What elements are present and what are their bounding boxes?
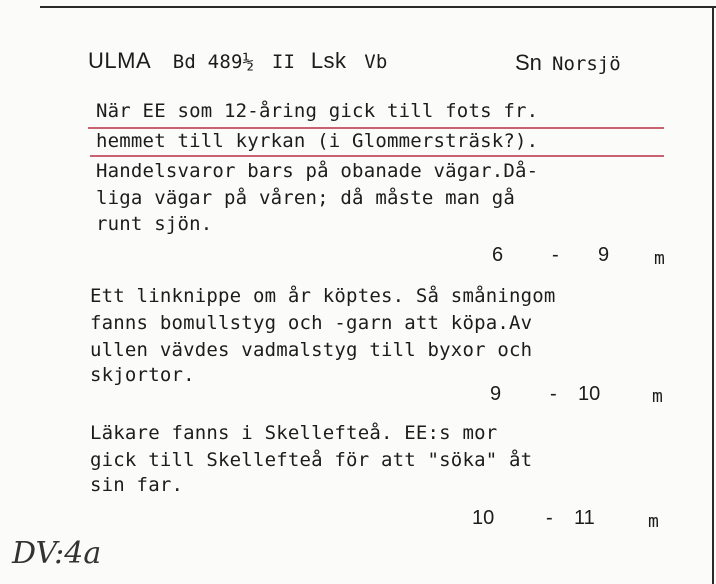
handwritten-archive-code: DV:4a bbox=[12, 536, 102, 571]
age-range-1-to: 9 bbox=[598, 244, 610, 266]
paragraph-2-line-4: skjortor. bbox=[90, 364, 195, 386]
paragraph-1-line-2: hemmet till kyrkan (i Glommersträsk?). bbox=[96, 130, 539, 152]
card-header bbox=[88, 48, 387, 74]
paragraph-2-line-1: Ett linknippe om år köptes. Så småningom bbox=[90, 285, 556, 307]
age-range-1-from: 6 bbox=[492, 244, 504, 266]
parish-label: ULMA bbox=[88, 48, 152, 73]
sn-label: Sn bbox=[515, 50, 542, 75]
age-range-3-to: 11 bbox=[574, 507, 595, 529]
age-range-1-unit: m bbox=[654, 248, 665, 269]
volume-part: II bbox=[271, 51, 296, 73]
paragraph-1-line-5: runt sjön. bbox=[96, 213, 213, 235]
county-code: Lsk bbox=[310, 48, 347, 73]
paragraph-3-line-2: gick till Skellefteå för att "söka" åt bbox=[90, 449, 533, 471]
card-top-edge bbox=[40, 6, 716, 8]
age-range-3-dash: - bbox=[546, 507, 553, 529]
card-right-edge bbox=[712, 6, 714, 584]
age-range-3-unit: m bbox=[648, 511, 659, 532]
age-range-3-from: 10 bbox=[472, 507, 495, 529]
paragraph-2-line-2: fanns bomullstyg och -garn att köpa.Av bbox=[90, 312, 533, 334]
sn-place: Norsjö bbox=[552, 53, 621, 75]
age-range-2-to: 10 bbox=[578, 383, 601, 405]
parish-sn bbox=[515, 50, 621, 76]
paragraph-2-line-3: ullen vävdes vadmalstyg till byxor och bbox=[90, 339, 533, 361]
paragraph-1-line-4: liga vägar på våren; då måste man gå bbox=[96, 187, 516, 209]
region-code: Vb bbox=[364, 51, 388, 73]
age-range-2-dash: - bbox=[550, 383, 557, 405]
paragraph-3-line-1: Läkare fanns i Skellefteå. EE:s mor bbox=[90, 422, 498, 444]
paragraph-1-line-1: När EE som 12-åring gick till fots fr. bbox=[96, 100, 539, 122]
age-range-2-from: 9 bbox=[490, 383, 502, 405]
age-range-2-unit: m bbox=[652, 386, 663, 407]
age-range-1-dash: - bbox=[552, 244, 559, 266]
underline-2 bbox=[90, 155, 664, 157]
underline-1 bbox=[88, 127, 664, 129]
paragraph-3-line-3: sin far. bbox=[90, 474, 184, 496]
volume-number: Bd 489½ bbox=[172, 51, 255, 73]
paragraph-1-line-3: Handelsvaror bars på obanade vägar.Då- bbox=[96, 160, 539, 182]
